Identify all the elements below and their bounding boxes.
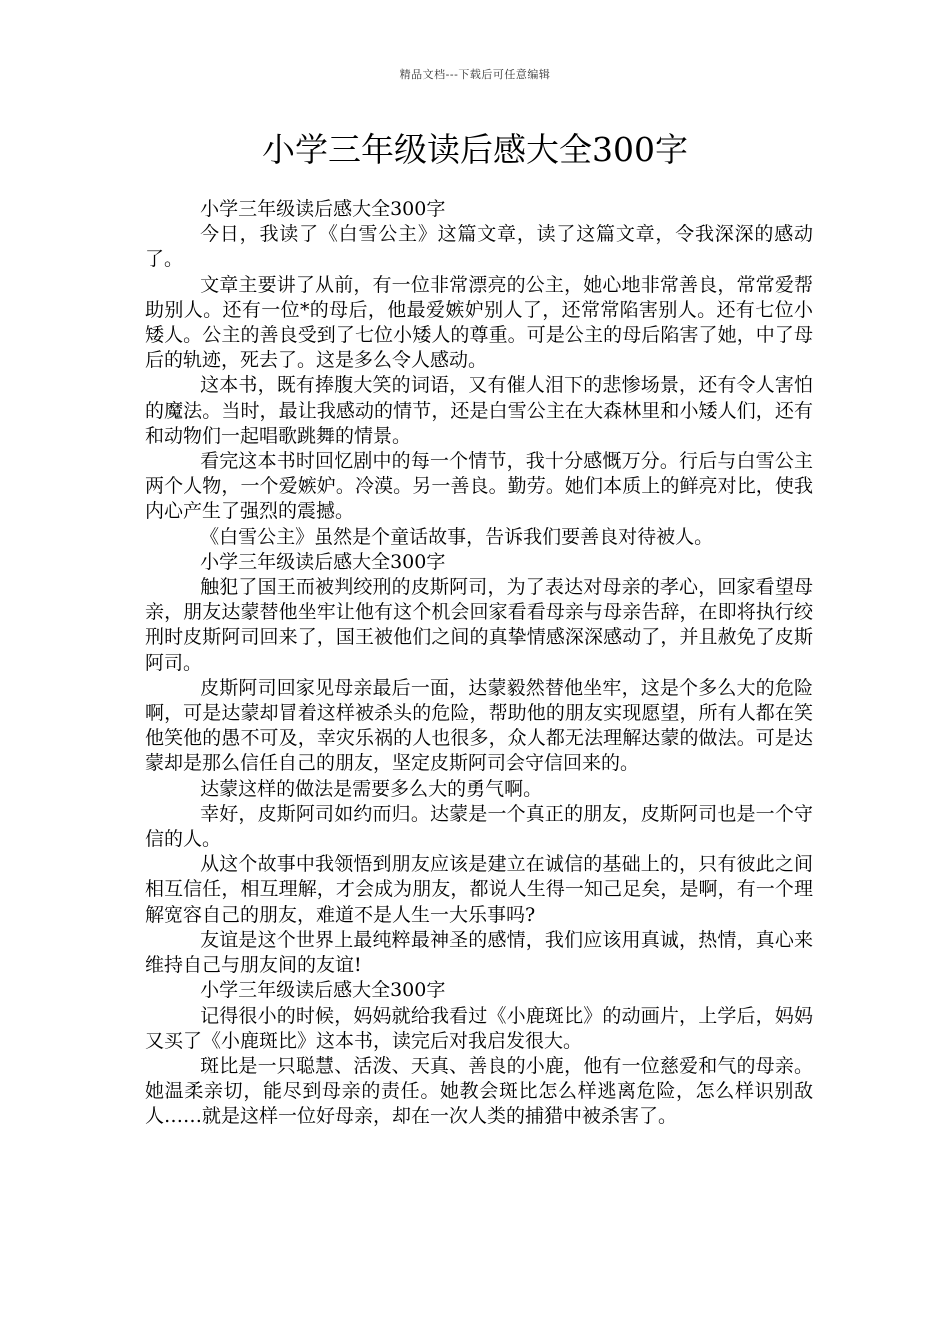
paragraph: 《白雪公主》虽然是个童话故事，告诉我们要善良对待被人。 bbox=[200, 525, 714, 548]
paragraph: 文章主要讲了从前，有一位非常漂亮的公主，她心地非常善良，常常爱帮助别人。还有一位*的母后，他最爱嫉妒别人了，还常常陷害别人。还有七位小矮人。公主的善良受到了七位小矮人的尊重。可是公主的母后陷害了她，中了母后的轨迹，死去了。这是多么令人感动。 bbox=[145, 273, 813, 372]
paragraph: 友谊是这个世界上最纯粹最神圣的感情，我们应该用真诚，热情，真心来维持自己与朋友间的友谊! bbox=[145, 928, 813, 977]
section-heading: 小学三年级读后感大全300字 bbox=[200, 198, 446, 220]
paragraph: 达蒙这样的做法是需要多么大的勇气啊。 bbox=[200, 777, 543, 800]
paragraph: 从这个故事中我领悟到朋友应该是建立在诚信的基础上的，只有彼此之间相互信任，相互理解，才会成为朋友，都说人生得一知己足矣，是啊，有一个理解宽容自己的朋友，难道不是人生一大乐事吗? bbox=[145, 853, 813, 926]
paragraph: 记得很小的时候，妈妈就给我看过《小鹿斑比》的动画片，上学后，妈妈又买了《小鹿斑比》这本书，读完后对我启发很大。 bbox=[145, 1004, 813, 1052]
document-title: 小学三年级读后感大全300字 bbox=[262, 130, 688, 169]
paragraph: 看完这本书时回忆剧中的每一个情节，我十分感慨万分。行后与白雪公主两个人物，一个爱嫉妒。冷漠。另一善良。勤劳。她们本质上的鲜亮对比，使我内心产生了强烈的震撼。 bbox=[145, 450, 813, 523]
paragraph: 斑比是一只聪慧、活泼、天真、善良的小鹿，他有一位慈爱和气的母亲。她温柔亲切，能尽到母亲的责任。她教会斑比怎么样逃离危险，怎么样识别敌人……就是这样一位好母亲，却在一次人类的捕猎中被杀害了。 bbox=[145, 1054, 813, 1128]
header-note: 精品文档---下载后可任意编辑 bbox=[399, 68, 551, 81]
paragraph: 幸好，皮斯阿司如约而归。达蒙是一个真正的朋友，皮斯阿司也是一个守信的人。 bbox=[145, 802, 813, 851]
paragraph: 这本书，既有捧腹大笑的词语，又有催人泪下的悲惨场景，还有令人害怕的魔法。当时，最让我感动的情节，还是白雪公主在大森林里和小矮人们，还有和动物们一起唱歌跳舞的情景。 bbox=[145, 374, 813, 447]
paragraph: 皮斯阿司回家见母亲最后一面，达蒙毅然替他坐牢，这是个多么大的危险啊，可是达蒙却冒着这样被杀头的危险，帮助他的朋友实现愿望，所有人都在笑他笑他的愚不可及，幸灾乐祸的人也很多，众人都无法理解达蒙的做法。可是达蒙却是那么信任自己的朋友，坚定皮斯阿司会守信回来的。 bbox=[145, 676, 813, 775]
paragraph: 触犯了国王而被判绞刑的皮斯阿司，为了表达对母亲的孝心，回家看望母亲，朋友达蒙替他坐牢让他有这个机会回家看看母亲与母亲告辞，在即将执行绞刑时皮斯阿司回来了，国王被他们之间的真挚情感深深感动了，并且赦免了皮斯阿司。 bbox=[145, 576, 813, 674]
paragraph: 今日，我读了《白雪公主》这篇文章，读了这篇文章，令我深深的感动了。 bbox=[145, 223, 813, 271]
document-body bbox=[145, 197, 813, 1130]
section-heading: 小学三年级读后感大全300字 bbox=[200, 979, 446, 1002]
section-heading: 小学三年级读后感大全300字 bbox=[200, 550, 446, 573]
